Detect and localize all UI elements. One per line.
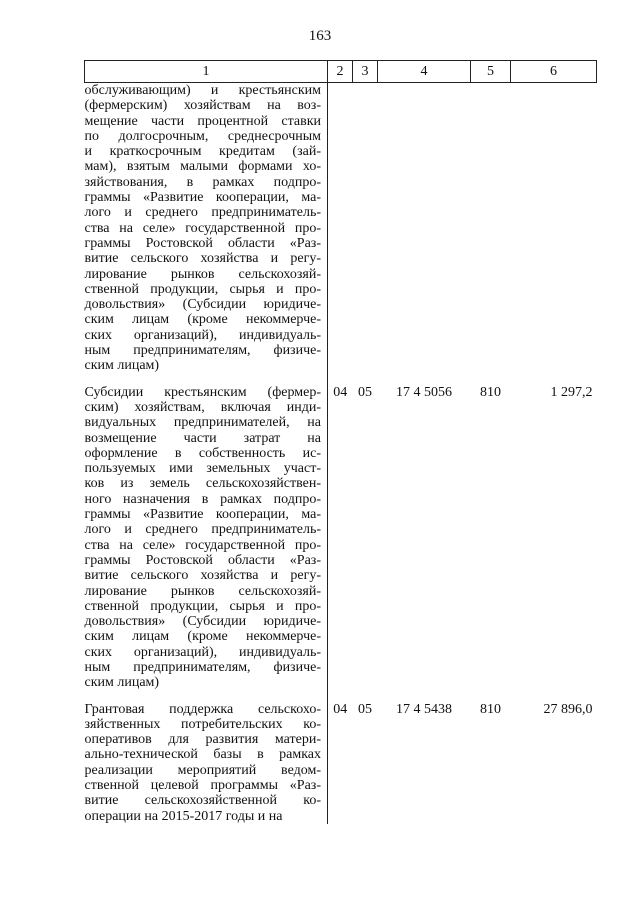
description-line: ства на селе» государственной про-	[84, 537, 321, 553]
description-line: обслуживающим) и крестьянским	[84, 83, 321, 98]
table-row	[85, 83, 597, 374]
description-line: ских организаций), индивидуаль-	[84, 327, 321, 343]
row-code-5	[471, 83, 511, 374]
description-line: ственной продукции, сырья и про-	[84, 598, 321, 614]
description-line: ков из земель сельскохозяйствен-	[84, 476, 321, 492]
budget-table	[84, 60, 597, 824]
description-line: оформление в собственность ис-	[84, 445, 321, 461]
header-cell-1: 1	[85, 61, 328, 83]
row-amount: 1 297,2	[550, 384, 593, 400]
header-row	[85, 61, 597, 83]
row-code-2	[328, 83, 353, 374]
description-line: лого и среднего предприниматель-	[84, 205, 321, 221]
description-line: мам), взятым малыми формами хо-	[84, 159, 321, 175]
description-line: зяйствования, в рамках подпро-	[84, 174, 321, 190]
table-row	[85, 374, 597, 691]
row-amount	[511, 83, 597, 374]
description-line: ских организаций), индивидуаль-	[84, 644, 321, 660]
description-line: ства на селе» государственной про-	[84, 220, 321, 236]
header-cell-2: 2	[328, 61, 353, 83]
description-line: реализации мероприятий ведом-	[84, 762, 321, 778]
row-code-3	[353, 83, 378, 374]
description-line: граммы «Развитие кооперации, ма-	[84, 190, 321, 206]
description-line: возмещение части затрат на	[84, 430, 321, 446]
description-line: ным предпринимателям, физиче-	[84, 659, 321, 675]
row-code-2: 04	[333, 701, 348, 717]
description-line: ально-технической базы в рамках	[84, 747, 321, 763]
description-line: ным предпринимателям, физиче-	[84, 343, 321, 359]
description-line: граммы «Развитие кооперации, ма-	[84, 507, 321, 523]
description-line: граммы Ростовской области «Раз-	[84, 235, 321, 251]
description-line: ским лицам)	[84, 675, 160, 691]
description-line: зяйственных потребительских ко-	[84, 716, 321, 732]
description-line: ного назначения в рамках подпро-	[84, 491, 321, 507]
row-code-4: 17 4 5056	[396, 384, 452, 400]
description-line: ским лицам (кроме некоммерче-	[84, 629, 321, 645]
row-code-3: 05	[358, 701, 372, 717]
description-line: лого и среднего предприниматель-	[84, 522, 321, 538]
row-code-5: 810	[480, 701, 501, 717]
row-amount: 27 896,0	[543, 701, 593, 717]
row-code-5: 810	[480, 384, 501, 400]
row-description	[85, 374, 328, 691]
description-line: пользуемых ими земельных участ-	[84, 461, 321, 477]
description-line: граммы Ростовской области «Раз-	[84, 552, 321, 568]
row-code-4: 17 4 5438	[396, 701, 452, 717]
description-line: довольствия» (Субсидии юридиче-	[84, 614, 321, 630]
description-line: по долгосрочным, среднесрочным	[84, 128, 321, 144]
description-line: ственной продукции, сырья и про-	[84, 281, 321, 297]
header-cell-6: 6	[511, 61, 597, 83]
description-line: витие сельского хозяйства и регу-	[84, 251, 321, 267]
row-code-4	[378, 83, 471, 374]
description-line: ским лицам)	[84, 358, 160, 374]
header-cell-3: 3	[353, 61, 378, 83]
row-description	[85, 83, 328, 374]
description-line: видуальных предпринимателей, на	[84, 415, 321, 431]
description-line: витие сельского хозяйства и регу-	[84, 568, 321, 584]
row-code-2: 04	[333, 384, 348, 400]
page-number: 163	[308, 28, 332, 44]
description-line: (фермерским) хозяйствам на воз-	[84, 98, 321, 114]
description-line: лирование рынков сельскохозяй-	[84, 266, 321, 282]
description-line: ским лицам (кроме некоммерче-	[84, 312, 321, 328]
description-line: ственной целевой программы «Раз-	[84, 778, 321, 794]
header-cell-5: 5	[471, 61, 511, 83]
description-line: мещение части процентной ставки	[84, 113, 321, 129]
description-line: и краткосрочным кредитам (зай-	[84, 144, 321, 160]
description-line: довольствия» (Субсидии юридиче-	[84, 297, 321, 313]
description-line: витие сельскохозяйственной ко-	[84, 793, 321, 809]
row-description	[85, 691, 328, 824]
row-code-3: 05	[358, 384, 372, 400]
table-row	[85, 691, 597, 824]
description-line: Субсидии крестьянским (фермер-	[84, 384, 321, 400]
description-line: ским) хозяйствам, включая инди-	[84, 399, 321, 415]
description-line: операции на 2015-2017 годы и на	[84, 808, 283, 824]
description-line: Грантовая поддержка сельскохо-	[84, 701, 321, 717]
description-line: оперативов для развития матери-	[84, 732, 321, 748]
header-cell-4: 4	[378, 61, 471, 83]
description-line: лирование рынков сельскохозяй-	[84, 583, 321, 599]
